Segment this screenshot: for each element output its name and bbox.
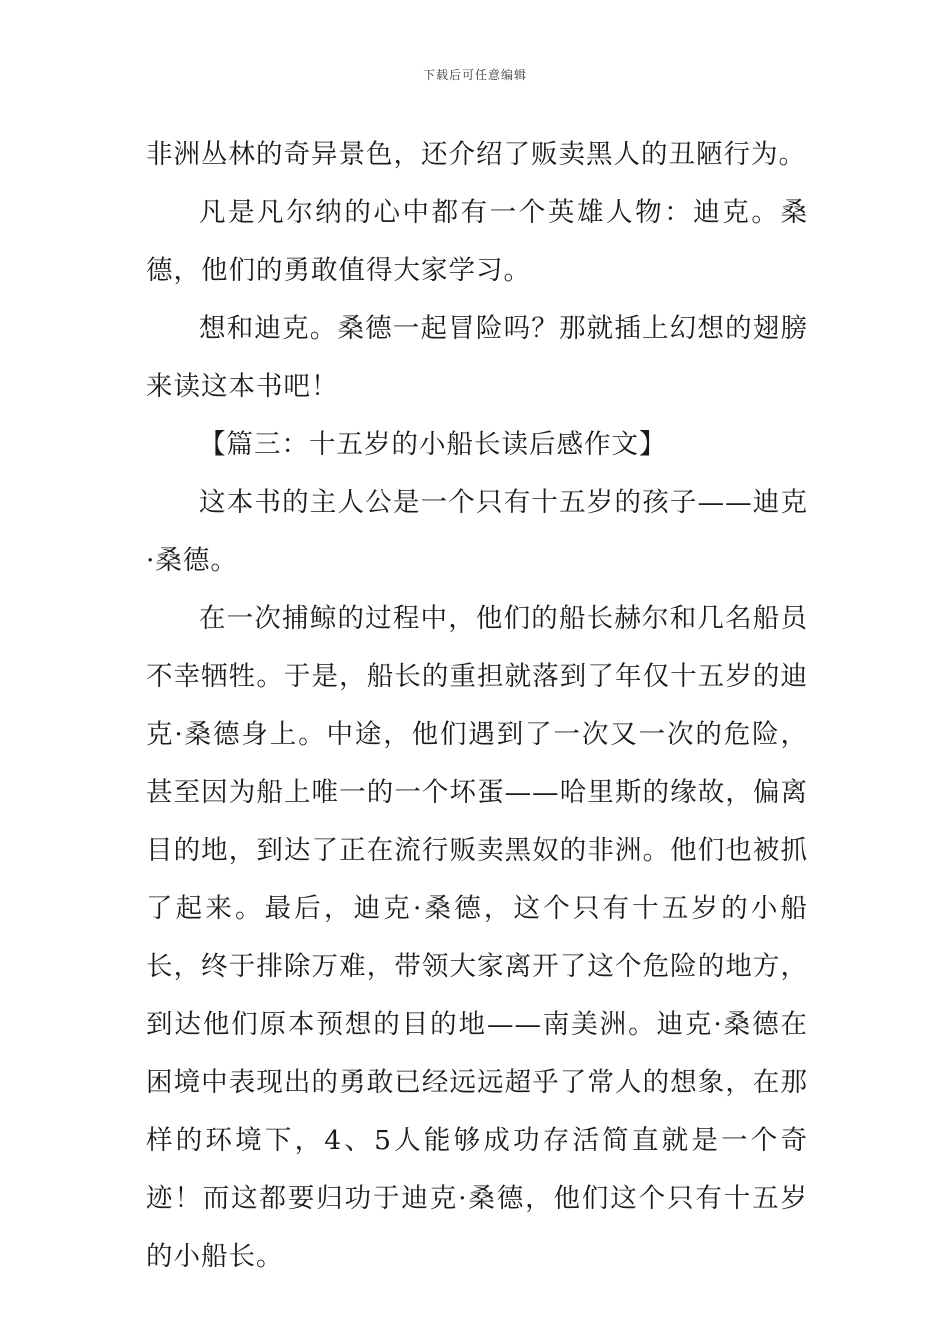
paragraph: 凡是凡尔纳的心中都有一个英雄人物：迪克。桑德，他们的勇敢值得大家学习。 (146, 197, 808, 286)
paragraph: 想和迪克。桑德一起冒险吗？那就插上幻想的翅膀来读这本书吧！ (146, 313, 808, 402)
paragraph: 这本书的主人公是一个只有十五岁的孩子——迪克·桑德。 (146, 487, 808, 576)
section-heading: 【篇三：十五岁的小船长读后感作文】 (199, 429, 667, 460)
page-header: 下载后可任意编辑 (422, 68, 527, 82)
document-body (146, 126, 808, 1286)
paragraph: 在一次捕鲸的过程中，他们的船长赫尔和几名船员不幸牺牲。于是，船长的重担就落到了年仅十五岁的迪克·桑德身上。中途，他们遇到了一次又一次的危险，甚至因为船上唯一的一个坏蛋——哈里斯的缘故，偏离目的地，到达了正在流行贩卖黑奴的非洲。他们也被抓了起来。最后，迪克·桑德，这个只有十五岁的小船长，终于排除万难，带领大家离开了这个危险的地方，到达他们原本预想的目的地——南美洲。迪克·桑德在困境中表现出的勇敢已经远远超乎了常人的想象，在那样的环境下，4、5人能够成功存活简直就是一个奇迹！而这都要归功于迪克·桑德，他们这个只有十五岁的小船长。 (146, 603, 808, 1272)
paragraph-continued: 非洲丛林的奇异景色，还介绍了贩卖黑人的丑陋行为。 (146, 139, 806, 170)
